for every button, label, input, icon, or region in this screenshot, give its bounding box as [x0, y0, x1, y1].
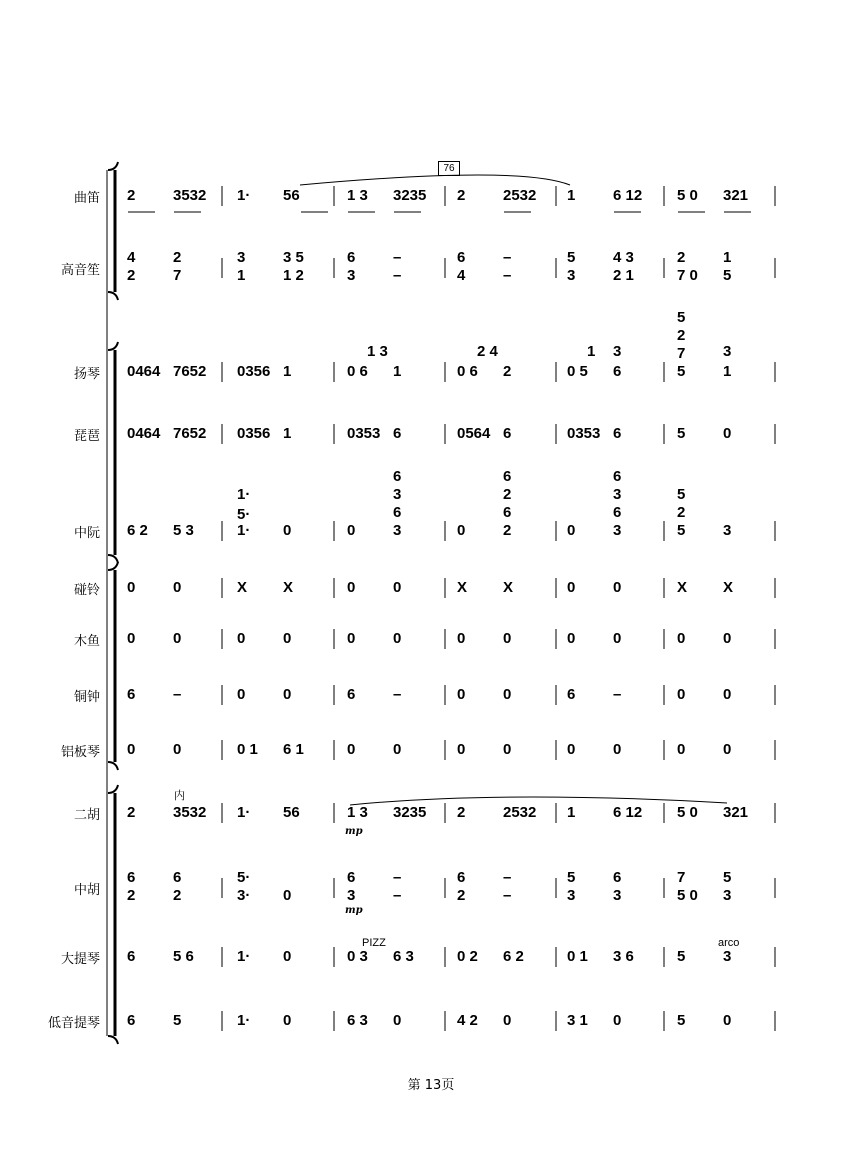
note-group: 0 [613, 630, 622, 647]
note-group: 6 12 [613, 804, 643, 821]
note-group: 6 12 [613, 187, 643, 204]
note-group: 5 [173, 1012, 182, 1029]
note-group: 6 [613, 363, 622, 380]
note-upper: 6 [613, 869, 622, 886]
note-group: 0 [347, 741, 356, 758]
note-above: 5· [237, 506, 251, 523]
note-lower: 7 [173, 267, 182, 284]
note-group: 0 [173, 741, 182, 758]
note-group: 0 [457, 741, 466, 758]
note-lower: 5 0 [677, 887, 698, 904]
note-group: 1 [723, 363, 732, 380]
note-group: 3532 [173, 804, 207, 821]
note-group: 5 [677, 522, 686, 539]
note-group: 0356 [237, 425, 271, 442]
note-group: 1· [237, 187, 251, 204]
note-above: 1 [587, 343, 596, 360]
note-group: 1 [283, 363, 292, 380]
chord-note: 6 [393, 504, 402, 521]
chord-note: 5 [677, 486, 686, 503]
note-group: 56 [283, 804, 300, 821]
note-group: 4 2 [457, 1012, 478, 1029]
note-group: 0 [723, 425, 732, 442]
instrument-label: 铜钟 [73, 690, 100, 705]
note-lower: 2 1 [613, 267, 634, 284]
note-group: 6 [127, 1012, 136, 1029]
note-group: 3 [723, 948, 732, 965]
note-group: 0 [723, 1012, 732, 1029]
note-group: 0 [723, 686, 732, 703]
instrument-label: 碰铃 [73, 583, 100, 598]
note-group: 0 3 [347, 948, 368, 965]
note-group: 0 [613, 1012, 622, 1029]
note-group: – [613, 686, 622, 703]
note-group: 0 [723, 630, 732, 647]
note-group: 2 [127, 187, 136, 204]
note-group: 5 [677, 363, 686, 380]
chord-note: 2 [503, 486, 512, 503]
chord-note: 2 [677, 504, 686, 521]
note-lower: 3 [347, 267, 356, 284]
note-group: 0 [393, 579, 402, 596]
note-group: 0 [237, 630, 246, 647]
note-group: 0 1 [567, 948, 588, 965]
note-group: 0 [283, 1012, 292, 1029]
note-upper: 1 [723, 249, 732, 266]
note-group: 0 [613, 579, 622, 596]
chord-note: 2 [677, 327, 686, 344]
note-group: 0 [503, 1012, 512, 1029]
note-group: 5 0 [677, 804, 698, 821]
instrument-label: 大提琴 [60, 952, 100, 967]
note-group: 6 3 [393, 948, 414, 965]
dynamic-mark: mp [345, 826, 363, 837]
note-lower: 3· [237, 887, 251, 904]
note-upper: – [393, 249, 402, 266]
note-group: 3 [393, 522, 402, 539]
note-group: 56 [283, 187, 300, 204]
note-above: 2 4 [477, 343, 498, 360]
note-group: – [173, 686, 182, 703]
note-group: 0 [567, 579, 576, 596]
note-upper: 2 [677, 249, 686, 266]
note-group: 6 [567, 686, 576, 703]
note-group: 0 [283, 948, 292, 965]
note-group: 0 [567, 630, 576, 647]
note-upper: 4 [127, 249, 136, 266]
slur [300, 175, 570, 185]
note-upper: 4 3 [613, 249, 634, 266]
note-group: 6 1 [283, 741, 304, 758]
instrument-label: 中胡 [73, 883, 100, 898]
note-group: 3235 [393, 804, 427, 821]
note-group: 6 [503, 425, 512, 442]
note-group: 5 [677, 948, 686, 965]
chord-note: 6 [393, 468, 402, 485]
note-group: 6 2 [503, 948, 524, 965]
note-upper: 6 [457, 249, 466, 266]
note-group: 0 [173, 579, 182, 596]
bracket-hook [108, 162, 118, 170]
bracket-hook [108, 785, 118, 793]
note-group: 0 [347, 630, 356, 647]
note-group: 2 [503, 522, 512, 539]
note-group: 0 [677, 630, 686, 647]
note-above: 3 [723, 343, 732, 360]
note-group: 0 [503, 686, 512, 703]
note-group: 0 [723, 741, 732, 758]
note-group: 2 [503, 363, 512, 380]
note-lower: 3 [567, 887, 576, 904]
note-upper: 5 [567, 869, 576, 886]
note-group: 3 [613, 522, 622, 539]
note-upper: 3 [237, 249, 246, 266]
note-group: 0 [567, 741, 576, 758]
note-group: 0 [173, 630, 182, 647]
note-lower: 0 [283, 887, 292, 904]
note-group: 7652 [173, 425, 207, 442]
note-group: 0 [503, 741, 512, 758]
note-lower: 2 [457, 887, 466, 904]
note-lower: 3 [567, 267, 576, 284]
note-group: 6 [127, 948, 136, 965]
instrument-label: 二胡 [73, 808, 100, 823]
note-group: 1 [393, 363, 402, 380]
note-upper: 6 [347, 249, 356, 266]
note-lower: 7 0 [677, 267, 698, 284]
chord-note: 3 [393, 486, 402, 503]
rehearsal-mark: 76 [438, 161, 460, 176]
note-upper: 2 [173, 249, 182, 266]
note-upper: 5 [567, 249, 576, 266]
note-upper: 6 [173, 869, 182, 886]
note-group: 0 [283, 630, 292, 647]
note-group: 0 [503, 630, 512, 647]
note-upper: 6 [347, 869, 356, 886]
note-group: 0 6 [457, 363, 478, 380]
note-group: 3235 [393, 187, 427, 204]
note-group: 0 [457, 630, 466, 647]
note-group: 0 [127, 630, 136, 647]
note-group: 3 6 [613, 948, 634, 965]
bracket-hook [108, 342, 118, 350]
note-above: 3 [613, 343, 622, 360]
chord-note: 6 [613, 504, 622, 521]
note-group: 0 [613, 741, 622, 758]
note-lower: 2 [173, 887, 182, 904]
note-group: 0 [457, 522, 466, 539]
note-group: 1 3 [347, 187, 368, 204]
note-group: 6 [393, 425, 402, 442]
note-lower: 5 [723, 267, 732, 284]
note-lower: – [503, 887, 512, 904]
note-group: 3 [723, 522, 732, 539]
note-group: 2 [457, 804, 466, 821]
note-group: 0356 [237, 363, 271, 380]
note-lower: 4 [457, 267, 466, 284]
note-group: 0 5 [567, 363, 588, 380]
instrument-label: 中阮 [73, 526, 100, 541]
note-lower: – [393, 887, 402, 904]
note-lower: 1 2 [283, 267, 304, 284]
note-group: X [283, 579, 294, 596]
note-group: 6 [127, 686, 136, 703]
note-lower: 3 [723, 887, 732, 904]
note-upper: – [393, 869, 402, 886]
note-group: 321 [723, 187, 749, 204]
note-group: 1· [237, 522, 251, 539]
note-group: 5 0 [677, 187, 698, 204]
note-group: 1· [237, 1012, 251, 1029]
note-group: 5 6 [173, 948, 194, 965]
note-group: 0 [127, 741, 136, 758]
note-group: X [503, 579, 514, 596]
chord-note: 6 [503, 504, 512, 521]
note-group: 2532 [503, 804, 537, 821]
bracket-hook [108, 292, 118, 300]
note-group: 0 [283, 522, 292, 539]
note-group: – [393, 686, 402, 703]
note-group: 2 [457, 187, 466, 204]
note-group: X [457, 579, 468, 596]
note-group: 0 [393, 630, 402, 647]
note-upper: 6 [457, 869, 466, 886]
note-group: 6 2 [127, 522, 148, 539]
note-upper: 5 [723, 869, 732, 886]
note-lower: 2 [127, 887, 136, 904]
note-above: 1· [237, 486, 251, 503]
note-group: 7652 [173, 363, 207, 380]
technique-mark: PIZZ [362, 937, 386, 949]
note-group: 6 3 [347, 1012, 368, 1029]
note-group: 1· [237, 948, 251, 965]
note-group: 2 [127, 804, 136, 821]
instrument-label: 曲笛 [73, 191, 100, 206]
note-group: 321 [723, 804, 749, 821]
note-group: 3532 [173, 187, 207, 204]
instrument-label: 低音提琴 [47, 1016, 100, 1031]
technique-mark: 内 [174, 790, 185, 802]
note-group: 0 [237, 686, 246, 703]
instrument-label: 高音笙 [60, 263, 100, 278]
note-group: 0 [677, 741, 686, 758]
note-group: 1 [283, 425, 292, 442]
note-group: 1 [567, 804, 576, 821]
note-group: 5 [677, 425, 686, 442]
note-group: 0 2 [457, 948, 478, 965]
note-group: 0 6 [347, 363, 368, 380]
chord-note: 3 [613, 486, 622, 503]
note-group: X [677, 579, 688, 596]
chord-note: 7 [677, 345, 686, 362]
note-group: 1· [237, 804, 251, 821]
note-group: 0353 [347, 425, 381, 442]
note-lower: 2 [127, 267, 136, 284]
bracket-hook [108, 555, 118, 563]
note-upper: – [503, 249, 512, 266]
note-upper: 5· [237, 869, 251, 886]
note-group: 1 [567, 187, 576, 204]
note-group: 1 3 [347, 804, 368, 821]
note-group: 0 [127, 579, 136, 596]
chord-note: 6 [613, 468, 622, 485]
note-lower: 3 [613, 887, 622, 904]
bracket-hook [108, 562, 118, 570]
instrument-label: 铝板琴 [60, 745, 100, 760]
note-group: 0 [347, 579, 356, 596]
page-footer: 第 13页 [407, 1078, 455, 1093]
instrument-label: 扬琴 [73, 367, 100, 382]
note-group: X [723, 579, 734, 596]
note-group: 5 [677, 1012, 686, 1029]
note-upper: – [503, 869, 512, 886]
note-group: 0 [393, 1012, 402, 1029]
note-lower: – [503, 267, 512, 284]
note-group: 0 [677, 686, 686, 703]
note-group: 0353 [567, 425, 601, 442]
note-group: 5 3 [173, 522, 194, 539]
chord-note: 6 [503, 468, 512, 485]
note-group: 6 [347, 686, 356, 703]
note-upper: 7 [677, 869, 686, 886]
note-group: 0464 [127, 425, 161, 442]
note-group: 3 1 [567, 1012, 588, 1029]
note-above: 1 3 [367, 343, 388, 360]
note-upper: 3 5 [283, 249, 304, 266]
note-group: 6 [613, 425, 622, 442]
note-group: 0 [283, 686, 292, 703]
instrument-label: 木鱼 [73, 634, 100, 649]
note-group: 0 [457, 686, 466, 703]
note-group: 0 [347, 522, 356, 539]
note-group: 0 [393, 741, 402, 758]
note-group: 0464 [127, 363, 161, 380]
technique-mark: arco [718, 937, 740, 949]
bracket-hook [108, 762, 118, 770]
instrument-label: 琵琶 [73, 429, 100, 444]
note-group: X [237, 579, 248, 596]
note-lower: 1 [237, 267, 246, 284]
note-group: 2532 [503, 187, 537, 204]
note-upper: 6 [127, 869, 136, 886]
bracket-hook [108, 1036, 118, 1044]
chord-note: 5 [677, 309, 686, 326]
note-lower: 3 [347, 887, 356, 904]
dynamic-mark: mp [345, 905, 363, 916]
note-lower: – [393, 267, 402, 284]
note-group: 0 [567, 522, 576, 539]
note-group: 0 1 [237, 741, 258, 758]
note-group: 0564 [457, 425, 491, 442]
